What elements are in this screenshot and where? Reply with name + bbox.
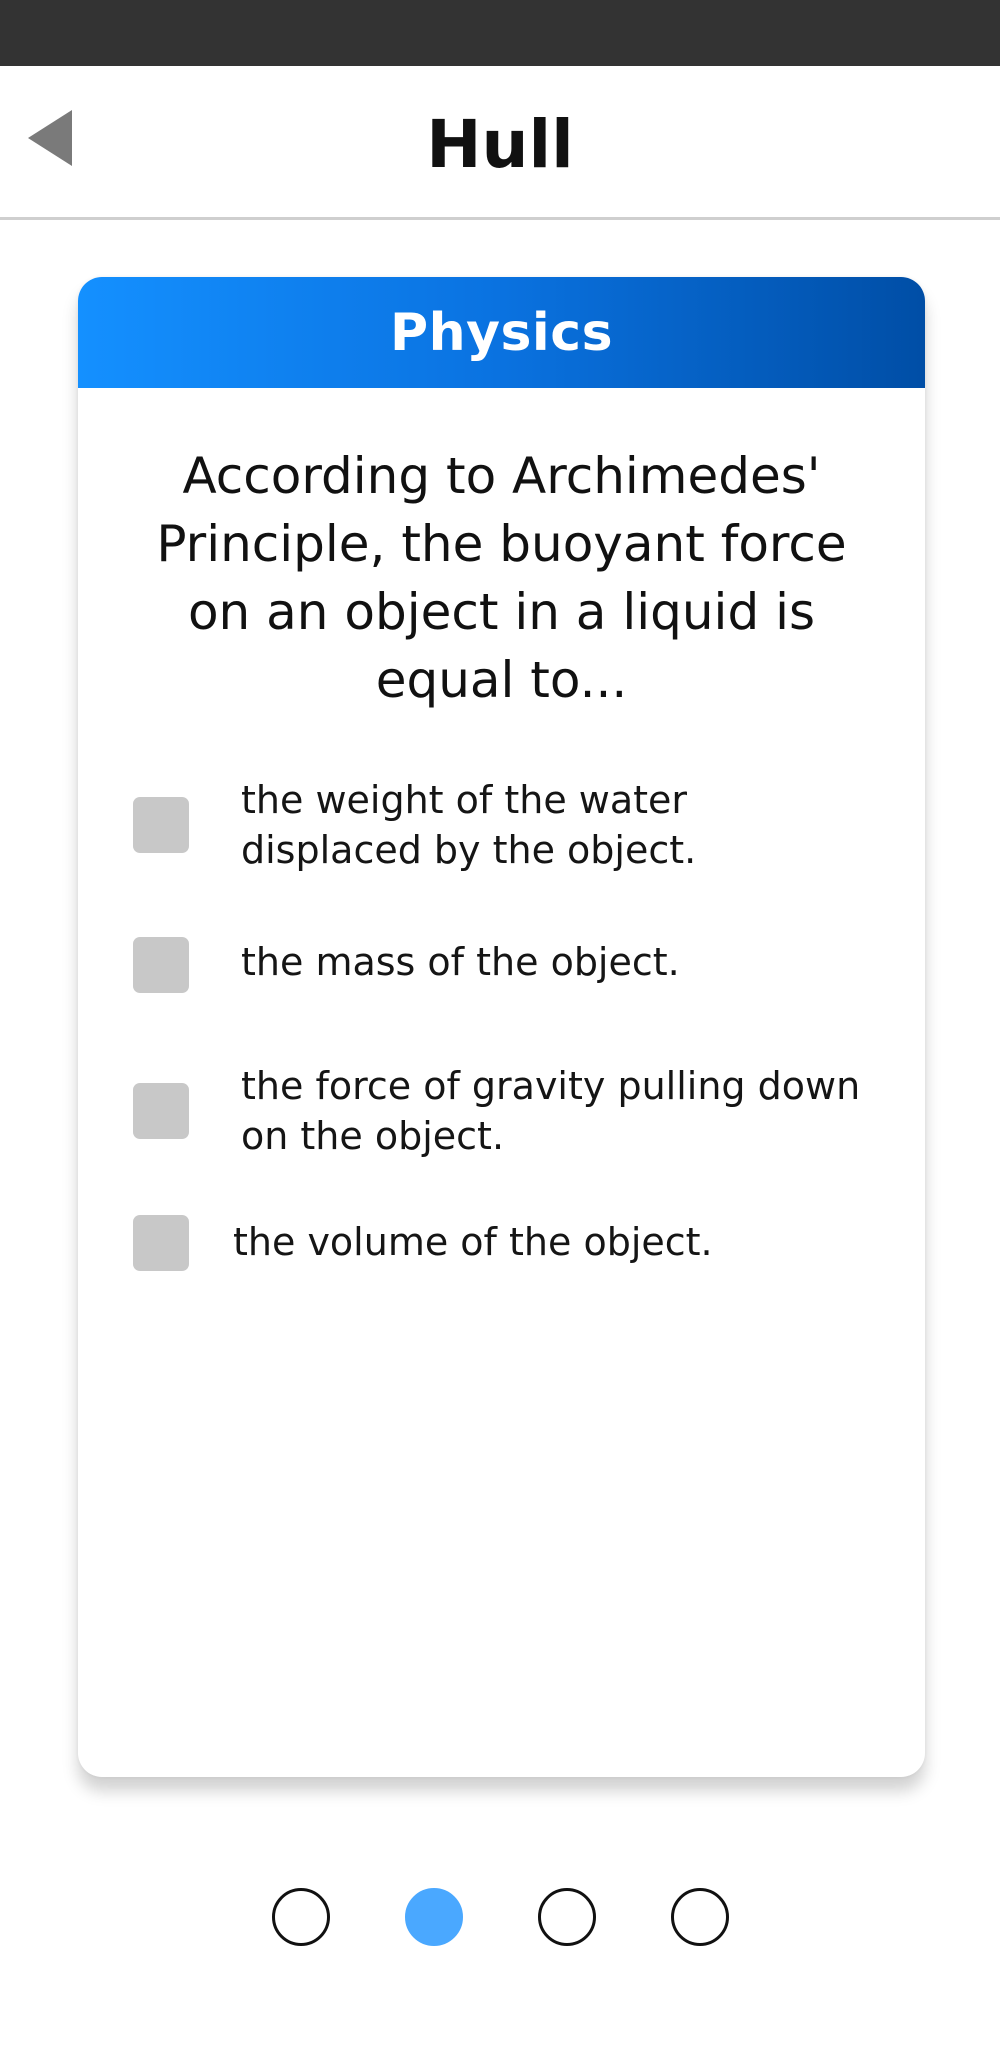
- answer-option-label: the weight of the water displaced by the object.: [241, 778, 697, 872]
- checkbox[interactable]: [133, 1083, 189, 1139]
- answer-option-label: the volume of the object.: [233, 1220, 713, 1264]
- status-bar: [0, 0, 1000, 66]
- top-app-bar: [0, 66, 1000, 220]
- answer-option-1[interactable]: [133, 775, 893, 875]
- answer-option-3[interactable]: [133, 1061, 893, 1161]
- answer-option-2[interactable]: [133, 913, 893, 993]
- checkbox[interactable]: [133, 797, 189, 853]
- question-card: [78, 277, 925, 1777]
- question-text: According to Archimedes' Principle, the buoyant force on an object in a liquid is equal to...: [156, 447, 847, 709]
- page-dot-3[interactable]: [538, 1888, 596, 1946]
- page-dot-1[interactable]: [272, 1888, 330, 1946]
- subject-banner: [78, 277, 925, 388]
- answer-option-label: the force of gravity pulling down on the object.: [241, 1064, 861, 1158]
- subject-title: Physics: [389, 302, 614, 363]
- answer-option-label: the mass of the object.: [241, 940, 680, 984]
- checkbox[interactable]: [133, 1215, 189, 1271]
- checkbox[interactable]: [133, 937, 189, 993]
- page-dot-4[interactable]: [671, 1888, 729, 1946]
- page-title: Hull: [426, 106, 574, 183]
- answer-option-4[interactable]: [133, 1193, 893, 1273]
- page-dot-2[interactable]: [405, 1888, 463, 1946]
- page-indicator: [0, 1888, 1000, 1946]
